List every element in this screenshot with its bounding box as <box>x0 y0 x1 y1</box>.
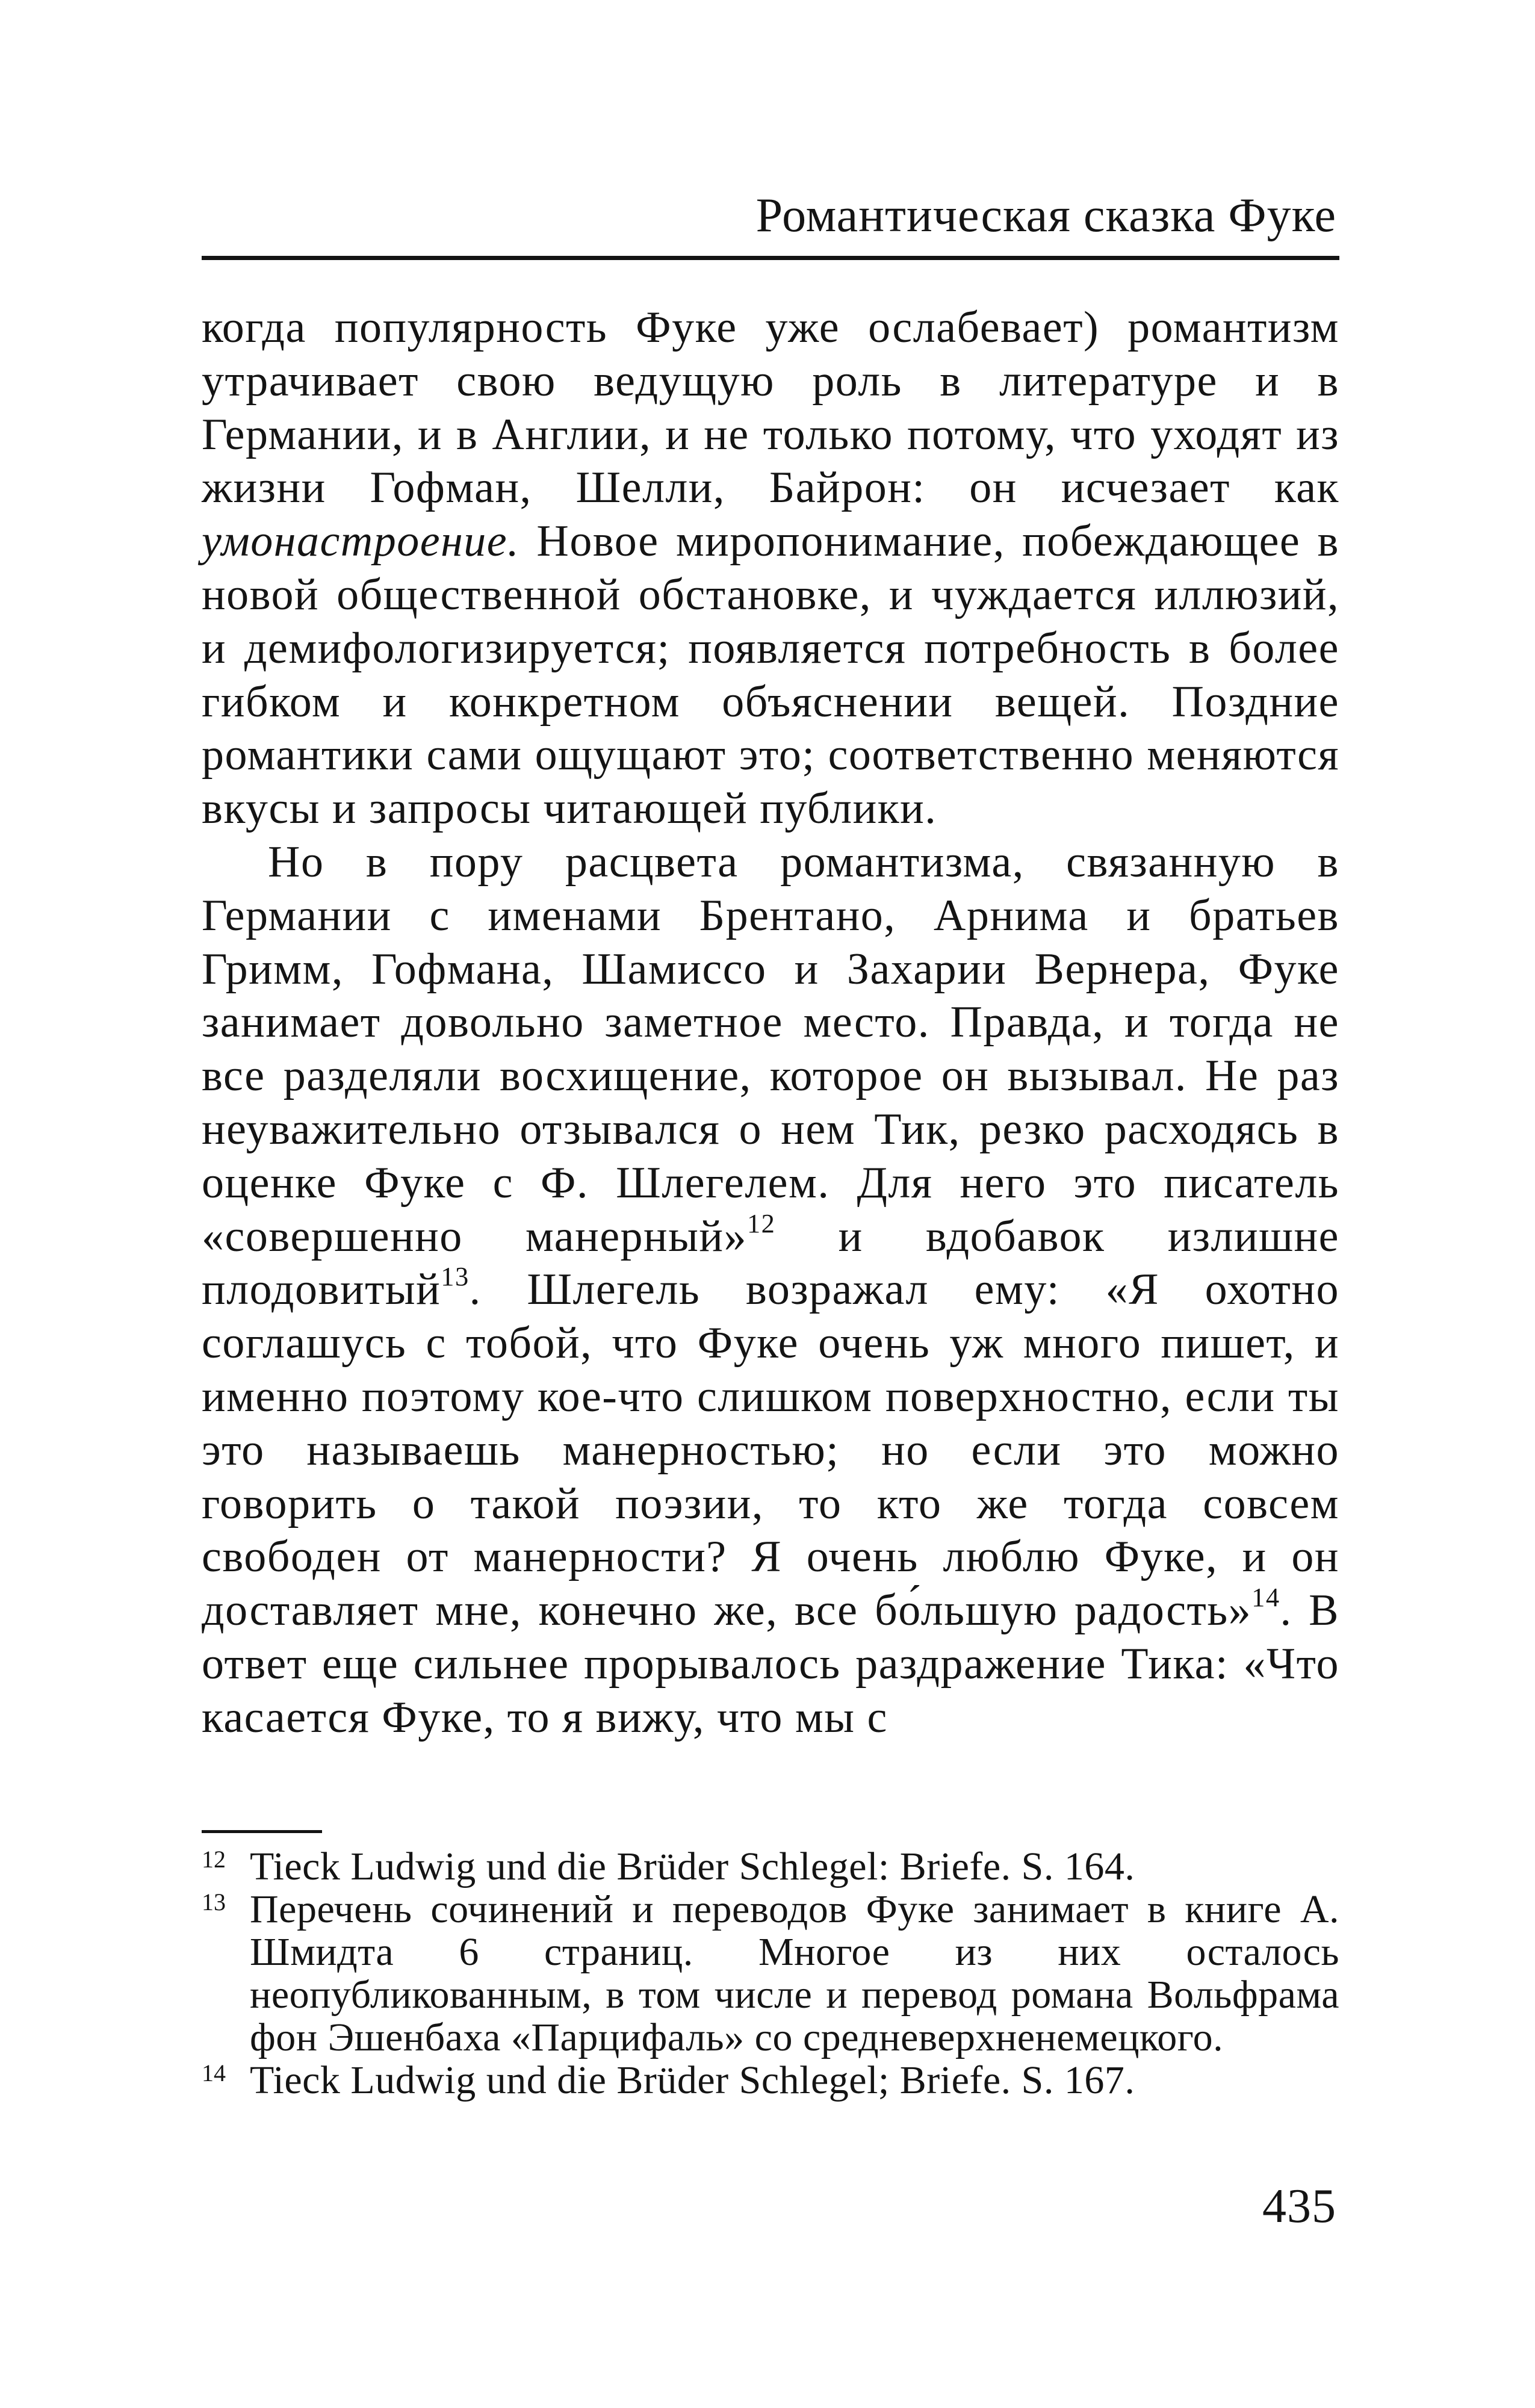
footnote-14 <box>202 2059 1339 2102</box>
footnote-text: Tieck Ludwig und die Brüder Schlegel: Briefe. S. 164. <box>250 1845 1135 1888</box>
footnote-text: Перечень сочинений и переводов Фуке занимает в книге А. Шмидта 6 страниц. Многое из них осталось неопубликованным, в том числе и перевод романа Вольфрама фон Эшенбаха «Парцифаль» со средневерхненемецкого. <box>250 1887 1339 2059</box>
paragraph-2-text-c: . Шлегель возражал ему: «Я охотно соглашусь с тобой, что Фуке очень уж много пишет, и именно поэтому кое-что слишком поверхностно, если ты это называешь манерностью; но если это можно говорить о такой поэзии, то кто же тогда совсем свободен от манерности? Я очень люблю Фуке, и он доставляет мне, конечно же, все бо́льшую радость» <box>202 1265 1339 1636</box>
paragraph-2 <box>202 836 1339 1745</box>
footnote-ref-12: 12 <box>746 1208 776 1238</box>
footnote-number: 14 <box>202 2059 226 2087</box>
footnote-number: 13 <box>202 1888 226 1916</box>
paragraph-1 <box>202 301 1339 836</box>
footnote-rule <box>202 1830 322 1833</box>
footnote-12 <box>202 1845 1339 1888</box>
paragraph-1-text-a: когда популярность Фуке уже ослабевает) романтизм утрачивает свою ведущую роль в литературе и в Германии, и в Англии, и не только потому, что уходят из жизни Гофман, Шелли, Байрон: он исчезает как <box>202 303 1339 513</box>
paragraph-2-text-a: Но в пору расцвета романтизма, связанную в Германии с именами Брентано, Арнима и братьев Гримм, Гофмана, Шамиссо и Захарии Вернера, Фуке занимает довольно заметное место. Правда, и тогда не все разделяли восхищение, которое он вызывал. Не раз неуважительно отзывался о нем Тик, резко расходясь в оценке Фуке с Ф. Шлегелем. Для него это писатель «совершенно манерный» <box>202 837 1339 1261</box>
footnote-ref-14: 14 <box>1251 1582 1280 1613</box>
footnote-text: Tieck Ludwig und die Brüder Schlegel; Briefe. S. 167. <box>250 2058 1135 2102</box>
paragraph-2-text-d: . В ответ еще сильнее прорывалось раздражение Тика: «Что касается Фуке, то я вижу, что мы с <box>202 1586 1339 1742</box>
footnotes <box>202 1845 1339 2102</box>
header-rule <box>202 256 1339 260</box>
running-head: Романтическая сказка Фуке <box>755 189 1336 242</box>
paragraph-1-text-b: Новое миропонимание, побеждающее в новой общественной обстановке, и чуждается иллюзий, и демифологизируется; появляется потребность в более гибком и конкретном объяснении вещей. Поздние романтики сами ощущают это; соответственно меняются вкусы и запросы читающей публики. <box>202 517 1339 834</box>
body-text <box>202 301 1339 1745</box>
footnote-ref-13: 13 <box>441 1261 470 1292</box>
paragraph-2-text-b: и вдобавок излишне плодовитый <box>202 1211 1339 1315</box>
italic-term: умонастроение. <box>202 517 520 566</box>
page-number: 435 <box>1262 2180 1336 2233</box>
footnote-13 <box>202 1888 1339 2059</box>
footnote-number: 12 <box>202 1846 226 1873</box>
